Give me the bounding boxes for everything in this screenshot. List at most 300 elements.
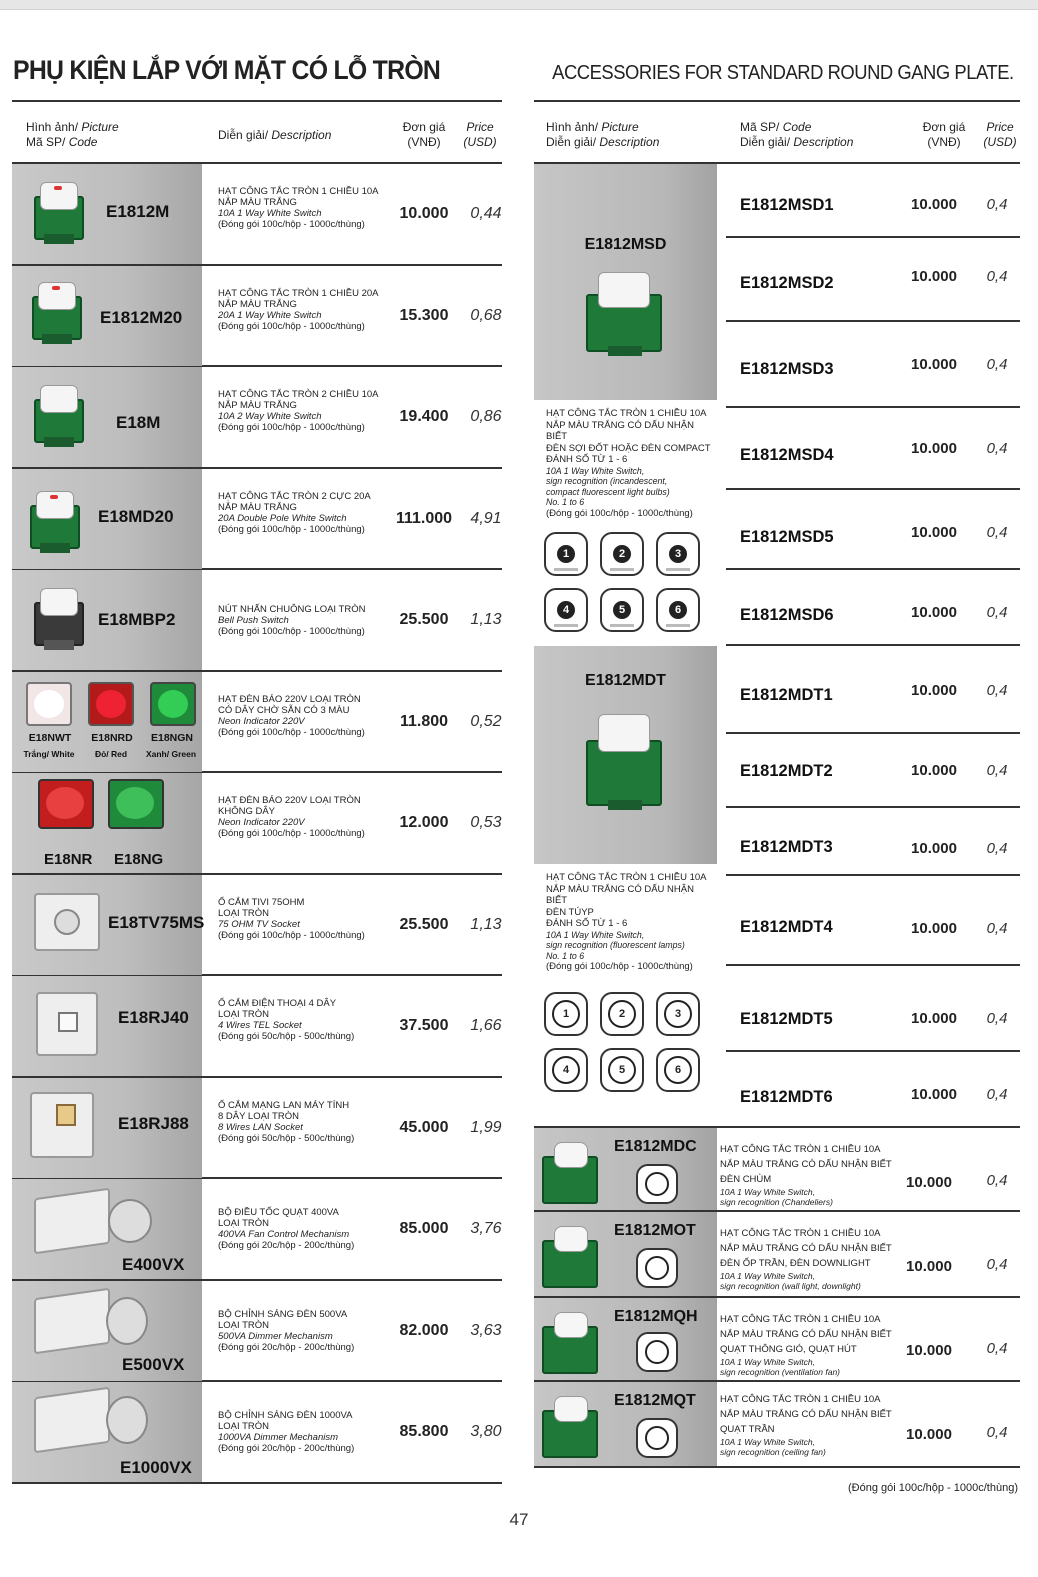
switch-image <box>24 487 86 553</box>
product-code: E18M <box>116 413 161 432</box>
product-description <box>218 1410 388 1454</box>
desc-vn-line2: NẮP MÀU TRẮNG <box>218 400 297 411</box>
product-description <box>218 1100 388 1144</box>
mdt-desc-vn2: NẮP MÀU TRẮNG CÓ DẤU NHẬN BIẾT <box>546 883 694 906</box>
desc-en: 4 Wires TEL Socket <box>218 1020 302 1031</box>
desc-en: Neon Indicator 220V <box>218 817 305 828</box>
left-column <box>12 100 502 1484</box>
desc-pack: (Đóng gói 100c/hộp - 1000c/thùng) <box>218 828 365 839</box>
right-column <box>534 100 1020 1472</box>
desc-vn-line2: LOẠI TRÒN <box>218 1009 270 1020</box>
desc-pack: (Đóng gói 50c/hộp - 500c/thùng) <box>218 1132 355 1144</box>
desc-pack: (Đóng gói 50c/hộp - 500c/thùng) <box>218 1031 355 1042</box>
product-description <box>720 1142 892 1207</box>
header-code-description <box>740 120 853 150</box>
header-pic-en: Picture <box>81 120 119 134</box>
desc-vn-line2: LOẠI TRÒN <box>218 1319 270 1331</box>
tv-socket-image <box>34 893 100 951</box>
msd-usd-1: 0,4 <box>986 196 1008 213</box>
indicator-green-code: E18NGN <box>150 731 193 744</box>
sign-3-icon <box>656 532 700 576</box>
price-vnd: 45.000 <box>399 1118 449 1136</box>
msd-code-5: E1812MSD5 <box>740 528 834 546</box>
price-usd: 3,63 <box>470 1321 502 1339</box>
desc-vn-line3: QUẠT THÔNG GIÓ, QUẠT HÚT <box>720 1344 857 1355</box>
desc-en: 500VA Dimmer Mechanism <box>218 1330 333 1342</box>
misc-product-list <box>534 1126 1020 1472</box>
mdt-desc-en2: sign recognition (fluorescent lamps) <box>546 940 685 950</box>
indicator-red-sub: Đỏ/ Red <box>94 748 128 759</box>
product-description <box>218 288 388 332</box>
product-code: E400VX <box>122 1255 185 1274</box>
product-description <box>218 1309 388 1353</box>
product-row <box>12 266 502 368</box>
desc-vn-line1: HẠT CÔNG TẮC TRÒN 1 CHIỀU 10A <box>720 1228 881 1239</box>
desc-pack: (Đóng gói 100c/hộp - 1000c/thùng) <box>218 929 365 941</box>
header-price-vnd <box>388 120 460 150</box>
indicator-white-sub: Trắng/ White <box>23 748 75 759</box>
desc-vn-line1: HẠT CÔNG TẮC TRÒN 1 CHIỀU 10A <box>218 186 379 197</box>
price-vnd: 25.500 <box>399 611 449 628</box>
product-row <box>534 1298 1020 1382</box>
price-vnd: 10.000 <box>906 1342 952 1359</box>
mdt-desc-vn3: ĐÈN TÚYP <box>546 906 594 918</box>
price-vnd: 111.000 <box>395 509 453 527</box>
mdt-vnd-1: 10.000 <box>911 682 957 699</box>
header-picture-code <box>26 120 119 150</box>
mdt-usd-2: 0,4 <box>986 762 1008 779</box>
product-code: E1812M20 <box>100 307 183 327</box>
desc-pack: (Đóng gói 100c/hộp - 1000c/thùng) <box>218 523 365 535</box>
msd-product-group <box>534 164 1020 646</box>
indicator-green-image <box>150 682 196 726</box>
product-picture <box>12 672 202 772</box>
product-code: E18RJ40 <box>118 1008 189 1027</box>
header-price-usd <box>978 120 1022 150</box>
sign-2-icon <box>600 532 644 576</box>
header-description <box>218 128 331 143</box>
header-usd-1: Price <box>466 120 494 134</box>
row-divider <box>726 236 1020 238</box>
msd-desc-vn2: NẮP MÀU TRẮNG CÓ DẤU NHẬN BIẾT <box>546 419 694 442</box>
price-usd: 3,76 <box>470 1220 502 1237</box>
desc-pack: (Đóng gói 20c/hộp - 200c/thùng) <box>218 1341 355 1353</box>
desc-vn-line1: Ổ CẮM MẠNG LAN MÁY TÍNH <box>218 1099 350 1111</box>
msd-code-3: E1812MSD3 <box>740 360 834 378</box>
header-code-en: Code <box>782 120 812 134</box>
header-pic-vn: Hình ảnh/ <box>546 120 602 134</box>
msd-vnd-3: 10.000 <box>911 356 957 373</box>
downlight-sign-icon <box>636 1248 678 1288</box>
product-description <box>218 491 388 535</box>
desc-en-line1: 10A 1 Way White Switch, <box>720 1187 815 1197</box>
row-divider <box>726 874 1020 876</box>
desc-vn-line2: LOẠI TRÒN <box>218 907 270 919</box>
sign-3-number: 3 <box>669 545 687 563</box>
product-code: E1812MQT <box>614 1392 696 1409</box>
msd-usd-3: 0,4 <box>986 356 1008 373</box>
price-usd: 0,4 <box>986 1340 1008 1357</box>
tube-sign-6-icon <box>656 1048 700 1092</box>
price-vnd: 85.800 <box>399 1423 449 1440</box>
desc-vn-line2: CÓ DÂY CHỜ SẴN CÓ 3 MÀU <box>218 704 350 716</box>
desc-vn-line3: ĐÈN CHÙM <box>720 1174 772 1185</box>
price-usd: 3,80 <box>470 1423 502 1440</box>
price-usd: 0,68 <box>470 306 502 324</box>
indicator-red-image <box>38 779 94 829</box>
product-row <box>534 1382 1020 1468</box>
product-code: E1812MQH <box>614 1308 698 1325</box>
tube-sign-1-icon <box>544 992 588 1036</box>
sign-6-icon <box>656 588 700 632</box>
product-row <box>12 164 502 266</box>
desc-vn-line1: HẠT CÔNG TẮC TRÒN 2 CHIỀU 10A <box>218 389 379 400</box>
price-usd: 0,52 <box>470 712 502 730</box>
product-code: E18MBP2 <box>98 610 176 629</box>
msd-vnd-2: 10.000 <box>911 268 957 285</box>
product-description <box>720 1392 892 1457</box>
product-row <box>12 570 502 672</box>
mdt-vnd-2: 10.000 <box>911 762 957 779</box>
desc-pack: (Đóng gói 100c/hộp - 1000c/thùng) <box>218 726 365 738</box>
product-description <box>218 389 388 433</box>
product-code: E1000VX <box>120 1458 192 1477</box>
row-divider <box>726 406 1020 408</box>
desc-en: 20A 1 Way White Switch <box>218 309 322 321</box>
mdt-usd-1: 0,4 <box>986 682 1008 699</box>
msd-desc-en2: sign recognition (incandescent, <box>546 476 668 486</box>
product-row <box>12 367 502 469</box>
desc-vn-line1: BỘ ĐIỀU TỐC QUẠT 400VA <box>218 1207 339 1218</box>
price-usd: 1,13 <box>470 915 502 933</box>
desc-vn-line2: LOẠI TRÒN <box>218 1218 270 1229</box>
product-code: E18RJ88 <box>118 1113 189 1133</box>
mdt-product-group <box>534 646 1020 1126</box>
product-picture <box>12 773 202 873</box>
mdt-desc-pack: (Đóng gói 100c/hộp - 1000c/thùng) <box>546 961 693 972</box>
indicator-red-code: E18NR <box>44 851 93 868</box>
dimmer-knob-image <box>106 1396 148 1444</box>
page-title-en: ACCESSORIES FOR STANDARD ROUND GANG PLATE. <box>552 62 1014 84</box>
tube-sign-3-icon <box>656 992 700 1036</box>
tube-sign-2-icon <box>600 992 644 1036</box>
sign-4-number: 4 <box>557 601 575 619</box>
header-vnd-2: (VNĐ) <box>927 135 961 149</box>
dimmer-image <box>34 1387 110 1454</box>
indicator-green-code: E18NG <box>114 851 164 868</box>
product-row <box>12 1382 502 1484</box>
mdt-vnd-3: 10.000 <box>911 840 957 857</box>
desc-pack: (Đóng gói 100c/hộp - 1000c/thùng) <box>218 320 365 332</box>
header-usd-2: (USD) <box>463 135 497 149</box>
msd-desc-en1: 10A 1 Way White Switch, <box>546 465 645 476</box>
product-description <box>218 897 388 941</box>
desc-en: Bell Push Switch <box>218 615 289 626</box>
product-code: E1812M <box>106 202 170 221</box>
msd-usd-5: 0,4 <box>986 524 1008 541</box>
desc-vn-line2: NẮP MÀU TRẮNG <box>218 501 297 513</box>
desc-vn-line2: LOẠI TRÒN <box>218 1421 270 1432</box>
price-vnd: 85.000 <box>399 1220 449 1237</box>
tube-sign-5-icon <box>600 1048 644 1092</box>
product-row <box>12 976 502 1078</box>
price-usd: 1,99 <box>470 1118 502 1136</box>
msd-desc-vn4: ĐÁNH SỐ TỪ 1 - 6 <box>546 454 628 465</box>
header-code-vn: Mã SP/ <box>26 135 69 149</box>
desc-en: 75 OHM TV Socket <box>218 918 300 930</box>
desc-vn-line2: NẮP MÀU TRẮNG CÓ DẤU NHẬN BIẾT <box>720 1243 892 1254</box>
right-table-header <box>534 100 1020 162</box>
desc-vn-line1: BỘ CHỈNH SÁNG ĐÈN 500VA <box>218 1308 348 1320</box>
desc-en: 1000VA Dimmer Mechanism <box>218 1432 339 1443</box>
switch-image <box>540 1138 600 1208</box>
price-vnd: 12.000 <box>399 814 449 831</box>
product-row <box>12 773 502 875</box>
tube-sign-6-number: 6 <box>664 1056 692 1084</box>
header-desc2-vn: Diễn giải/ <box>546 135 600 149</box>
header-pic-vn: Hình ảnh/ <box>26 120 82 134</box>
price-vnd: 10.000 <box>906 1258 952 1275</box>
price-usd: 4,91 <box>470 509 502 527</box>
desc-pack: (Đóng gói 20c/hộp - 200c/thùng) <box>218 1443 355 1454</box>
product-row <box>12 1179 502 1281</box>
indicator-green-image <box>108 779 164 829</box>
mdt-code-5: E1812MDT5 <box>740 1010 833 1028</box>
mdt-desc-en1: 10A 1 Way White Switch, <box>546 929 645 940</box>
product-description <box>218 1207 388 1251</box>
chandelier-sign-icon <box>636 1164 678 1204</box>
mdt-group-title: E1812MDT <box>585 672 666 689</box>
dimmer-knob-image <box>106 1297 148 1345</box>
page-title-vn: PHỤ KIỆN LẮP VỚI MẶT CÓ LỖ TRÒN <box>13 55 441 85</box>
mdt-switch-image <box>582 710 662 810</box>
switch-image <box>28 178 90 244</box>
msd-desc-en3: compact fluorescent light bulbs) <box>546 486 670 497</box>
switch-image <box>26 278 88 344</box>
tube-sign-3-number: 3 <box>664 1000 692 1028</box>
indicator-green-sub: Xanh/ Green <box>145 748 197 759</box>
mdt-vnd-6: 10.000 <box>911 1086 957 1103</box>
msd-code-2: E1812MSD2 <box>740 274 834 292</box>
price-vnd: 37.500 <box>399 1017 449 1034</box>
tube-sign-2-number: 2 <box>608 1000 636 1028</box>
tube-sign-4-icon <box>544 1048 588 1092</box>
product-description <box>218 795 388 839</box>
desc-pack: (Đóng gói 100c/hộp - 1000c/thùng) <box>218 626 365 637</box>
product-row <box>12 1281 502 1383</box>
mdt-vnd-5: 10.000 <box>911 1010 957 1027</box>
mdt-vnd-4: 10.000 <box>911 920 957 937</box>
mdt-code-6: E1812MDT6 <box>740 1088 833 1106</box>
desc-en: 8 Wires LAN Socket <box>218 1121 303 1133</box>
price-vnd: 10.000 <box>906 1426 952 1443</box>
price-usd: 0,53 <box>470 814 502 831</box>
ventilation-fan-sign-icon <box>636 1332 678 1372</box>
header-vnd-1: Đơn giá <box>402 120 446 134</box>
desc-en-line2: sign recognition (ventilation fan) <box>720 1367 841 1377</box>
price-vnd: 10.000 <box>906 1174 952 1191</box>
header-usd-1: Price <box>986 120 1014 134</box>
mdt-usd-4: 0,4 <box>986 920 1008 937</box>
msd-usd-4: 0,4 <box>986 440 1008 457</box>
mdt-usd-6: 0,4 <box>986 1086 1008 1103</box>
sign-2-number: 2 <box>613 545 631 563</box>
desc-vn-line2: NẮP MÀU TRẮNG <box>218 298 297 310</box>
price-usd: 0,4 <box>986 1256 1008 1273</box>
price-vnd: 15.300 <box>399 306 449 324</box>
header-desc-vn: Diễn giải/ <box>740 135 794 149</box>
packaging-footnote: (Đóng gói 100c/hộp - 1000c/thùng) <box>847 1482 1018 1494</box>
mdt-code-1: E1812MDT1 <box>740 686 833 704</box>
desc-en-line1: 10A 1 Way White Switch, <box>720 1271 815 1281</box>
msd-code-4: E1812MSD4 <box>740 446 834 464</box>
header-usd-2: (USD) <box>983 135 1017 149</box>
dimmer-image <box>34 1287 110 1354</box>
msd-group-title: E1812MSD <box>584 236 667 253</box>
desc-en: 400VA Fan Control Mechanism <box>218 1229 350 1240</box>
desc-vn-line3: QUẠT TRẦN <box>720 1424 775 1435</box>
price-vnd: 10.000 <box>399 205 449 222</box>
row-divider <box>726 806 1020 808</box>
desc-vn-line2: NẮP MÀU TRẮNG <box>218 197 297 208</box>
desc-vn-line3: ĐÈN ỐP TRẦN, ĐÈN DOWNLIGHT <box>720 1258 871 1269</box>
product-code: E18TV75MS <box>108 912 205 932</box>
sign-5-icon <box>600 588 644 632</box>
mdt-desc-vn1: HẠT CÔNG TẮC TRÒN 1 CHIỀU 10A <box>546 872 707 883</box>
mdt-code-2: E1812MDT2 <box>740 762 833 780</box>
price-usd: 0,4 <box>986 1424 1008 1441</box>
desc-en: 10A 1 Way White Switch <box>218 208 322 219</box>
desc-vn-line1: HẠT ĐÈN BÁO 220V LOẠI TRÒN <box>218 795 361 806</box>
row-divider <box>726 732 1020 734</box>
header-vnd-1: Đơn giá <box>922 120 966 134</box>
indicator-red-image <box>88 682 134 726</box>
desc-vn-line2: NẮP MÀU TRẮNG CÓ DẤU NHẬN BIẾT <box>720 1159 892 1170</box>
header-pic-en: Picture <box>601 120 639 134</box>
price-vnd: 19.400 <box>399 408 449 425</box>
desc-pack: (Đóng gói 100c/hộp - 1000c/thùng) <box>218 219 365 230</box>
desc-vn-line2: NẮP MÀU TRẮNG CÓ DẤU NHẬN BIẾT <box>720 1409 892 1420</box>
msd-desc-pack: (Đóng gói 100c/hộp - 1000c/thùng) <box>546 507 693 519</box>
product-row <box>534 1128 1020 1212</box>
left-table-header <box>12 100 502 162</box>
mdt-desc-en3: No. 1 to 6 <box>546 950 585 961</box>
fan-control-image <box>34 1188 110 1255</box>
product-description <box>720 1226 892 1291</box>
row-divider <box>726 320 1020 322</box>
desc-vn-line1: HẠT ĐÈN BÁO 220V LOẠI TRÒN <box>218 693 361 705</box>
msd-usd-6: 0,4 <box>986 604 1008 621</box>
fan-knob-image <box>108 1199 152 1243</box>
row-divider <box>726 488 1020 490</box>
header-price-usd <box>458 120 502 150</box>
desc-en: Neon Indicator 220V <box>218 715 305 727</box>
desc-vn-line1: Ổ CẮM TIVI 75OHM <box>218 896 305 908</box>
msd-code-6: E1812MSD6 <box>740 606 834 624</box>
product-row <box>534 1212 1020 1298</box>
desc-vn-line1: HẠT CÔNG TẮC TRÒN 1 CHIỀU 10A <box>720 1394 881 1405</box>
sign-5-number: 5 <box>613 601 631 619</box>
header-code-en: Code <box>68 135 98 149</box>
product-row <box>12 875 502 977</box>
product-description <box>218 186 388 230</box>
desc-vn-line1: HẠT CÔNG TẮC TRÒN 2 CỰC 20A <box>218 490 371 502</box>
msd-vnd-5: 10.000 <box>911 524 957 541</box>
mdt-usd-3: 0,4 <box>986 840 1008 857</box>
msd-desc-vn3: ĐÈN SỢI ĐỐT HOẶC ĐÈN COMPACT <box>546 442 711 454</box>
product-code: E1812MDC <box>614 1138 697 1155</box>
price-usd: 0,86 <box>470 408 502 425</box>
product-description <box>720 1312 892 1377</box>
header-picture-description <box>546 120 659 150</box>
desc-vn-line1: HẠT CÔNG TẮC TRÒN 1 CHIỀU 20A <box>218 287 379 299</box>
desc-vn-line2: KHÔNG DÂY <box>218 806 276 817</box>
switch-image <box>28 381 90 447</box>
mdt-group-description <box>546 872 716 973</box>
desc-en: 10A 2 Way White Switch <box>218 411 322 422</box>
switch-image <box>540 1308 600 1378</box>
desc-vn-line2: NẮP MÀU TRẮNG CÓ DẤU NHẬN BIẾT <box>720 1329 892 1340</box>
product-code: E500VX <box>122 1354 185 1374</box>
header-desc-en: Description <box>271 128 332 142</box>
msd-vnd-4: 10.000 <box>911 440 957 457</box>
desc-en: 20A Double Pole White Switch <box>218 512 347 524</box>
tube-sign-4-number: 4 <box>552 1056 580 1084</box>
price-usd: 1,13 <box>470 611 502 628</box>
viewer-top-bar <box>0 0 1038 10</box>
mdt-desc-vn4: ĐÁNH SỐ TỪ 1 - 6 <box>546 918 628 929</box>
row-divider <box>726 1050 1020 1052</box>
desc-vn-line1: HẠT CÔNG TẮC TRÒN 1 CHIỀU 10A <box>720 1144 881 1155</box>
product-row <box>12 672 502 774</box>
msd-vnd-1: 10.000 <box>911 196 957 213</box>
bell-push-image <box>28 584 90 650</box>
product-code: E18MD20 <box>98 506 174 526</box>
desc-vn-line1: HẠT CÔNG TẮC TRÒN 1 CHIỀU 10A <box>720 1314 881 1325</box>
msd-switch-image <box>582 268 662 354</box>
tube-sign-5-number: 5 <box>608 1056 636 1084</box>
price-usd: 0,44 <box>470 205 502 222</box>
header-desc-vn: Diễn giải/ <box>218 128 272 142</box>
msd-usd-2: 0,4 <box>986 268 1008 285</box>
product-code: E1812MOT <box>614 1222 696 1239</box>
msd-code-1: E1812MSD1 <box>740 196 834 214</box>
msd-vnd-6: 10.000 <box>911 604 957 621</box>
desc-en-line2: sign recognition (wall light, downlight) <box>720 1281 861 1291</box>
page-number: 47 <box>509 1510 529 1529</box>
product-row <box>12 1078 502 1180</box>
price-usd: 1,66 <box>470 1017 502 1034</box>
switch-image <box>540 1222 600 1292</box>
desc-vn-line1: Ổ CẮM ĐIỆN THOẠI 4 DÂY <box>218 998 337 1009</box>
sign-1-number: 1 <box>557 545 575 563</box>
indicator-red-code: E18NRD <box>91 731 133 744</box>
product-description <box>218 604 388 637</box>
header-price-vnd <box>908 120 980 150</box>
price-usd: 0,4 <box>986 1172 1008 1189</box>
header-vnd-2: (VNĐ) <box>407 135 441 149</box>
indicator-white-code: E18NWT <box>28 731 72 744</box>
switch-image <box>540 1392 600 1462</box>
indicator-white-image <box>26 682 72 726</box>
ceiling-fan-sign-icon <box>636 1418 678 1458</box>
sign-6-number: 6 <box>669 601 687 619</box>
desc-vn-line1: NÚT NHẤN CHUÔNG LOẠI TRÒN <box>218 604 366 615</box>
msd-desc-vn1: HẠT CÔNG TẮC TRÒN 1 CHIỀU 10A <box>546 408 707 419</box>
mdt-code-3: E1812MDT3 <box>740 838 833 856</box>
price-vnd: 25.500 <box>399 915 449 933</box>
desc-pack: (Đóng gói 20c/hộp - 200c/thùng) <box>218 1240 355 1251</box>
